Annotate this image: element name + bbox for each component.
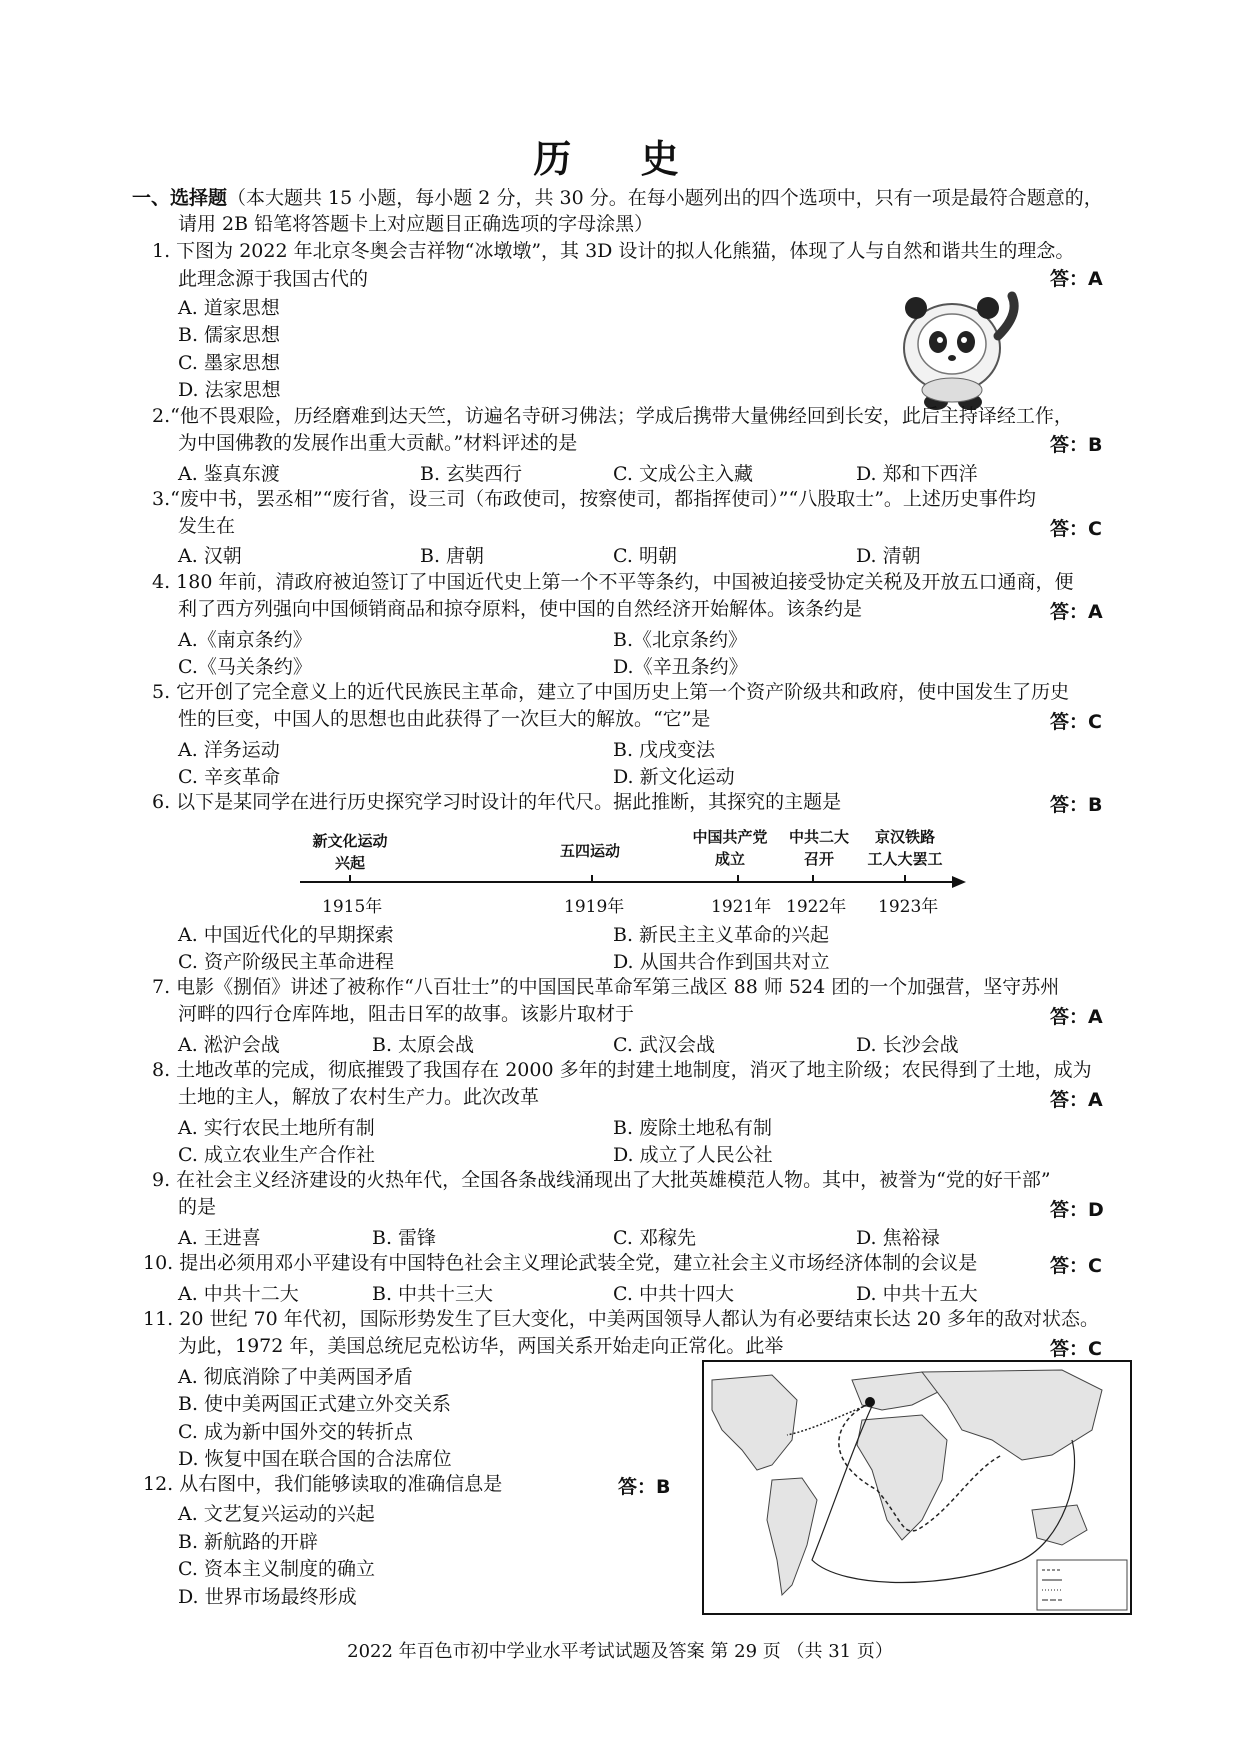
q8-text-line1: 8. 土地改革的完成，彻底摧毁了我国存在 2000 多年的封建土地制度，消灭了地主阶级；农民得到了土地，成为 <box>152 1059 1092 1081</box>
q12-text-line1: 12. 从右图中，我们能够读取的准确信息是 <box>143 1473 503 1495</box>
timeline-event-4: 中共二大 召开 <box>788 828 849 868</box>
page-footer: 2022 年百色市初中学业水平考试试题及答案 第 29 页 （共 31 页） <box>347 1641 893 1662</box>
q5-text-line2: 性的巨变，中国人的思想也由此获得了一次巨大的解放。“它”是 <box>178 708 711 730</box>
timeline-axis <box>300 872 970 892</box>
timeline-event-2: 五四运动 <box>559 842 620 860</box>
q11-text-line1: 11. 20 世纪 70 年代初，国际形势发生了巨大变化，中美两国领导人都认为有必要结束长达 20 多年的敌对状态。 <box>143 1308 1099 1330</box>
q9-answer: 答：D <box>1050 1199 1104 1221</box>
q4-text-line1: 4. 180 年前，清政府被迫签订了中国近代史上第一个不平等条约，中国被迫接受协定关税及开放五口通商，便 <box>152 571 1074 593</box>
q7-text-line2: 河畔的四行仓库阵地，阻击日军的故事。该影片取材于 <box>178 1003 635 1025</box>
q8-option-c[interactable]: C. 成立农业生产合作社 <box>178 1144 375 1166</box>
q2-option-c[interactable]: C. 文成公主入藏 <box>613 463 753 485</box>
q7-option-c[interactable]: C. 武汉会战 <box>613 1034 715 1056</box>
q6-option-b[interactable]: B. 新民主主义革命的兴起 <box>613 924 830 946</box>
q10-answer: 答：C <box>1050 1255 1102 1277</box>
q3-text-line2: 发生在 <box>178 515 236 537</box>
q3-option-a[interactable]: A. 汉朝 <box>178 545 242 567</box>
q3-answer: 答：C <box>1050 518 1102 540</box>
q6-text-line1: 6. 以下是某同学在进行历史探究学习时设计的年代尺。据此推断，其探究的主题是 <box>152 791 842 813</box>
section-heading: 一、选择题 <box>132 187 228 209</box>
q4-option-a[interactable]: A.《南京条约》 <box>178 629 312 651</box>
q8-text-line2: 土地的主人，解放了农村生产力。此次改革 <box>178 1086 540 1108</box>
q10-text-line1: 10. 提出必须用邓小平建设有中国特色社会主义理论武装全党，建立社会主义市场经济体制的会议是 <box>143 1252 978 1274</box>
q7-option-b[interactable]: B. 太原会战 <box>372 1034 475 1056</box>
q7-option-d[interactable]: D. 长沙会战 <box>856 1034 959 1056</box>
q8-option-b[interactable]: B. 废除土地私有制 <box>613 1117 773 1139</box>
q1-option-c[interactable]: C. 墨家思想 <box>178 352 280 374</box>
timeline-event-1: 新文化运动 兴起 <box>312 832 388 872</box>
timeline-year-1921: 1921年 <box>711 897 772 917</box>
q4-text-line2: 利了西方列强向中国倾销商品和掠夺原料，使中国的自然经济开始解体。该条约是 <box>178 598 863 620</box>
timeline-year-1923: 1923年 <box>878 897 939 917</box>
q2-answer: 答：B <box>1050 434 1103 456</box>
q1-answer: 答：A <box>1050 268 1103 290</box>
q9-text-line1: 9. 在社会主义经济建设的火热年代，全国各条战线涌现出了大批英雄模范人物。其中，被誉为“党的好干部” <box>152 1169 1051 1191</box>
q9-option-d[interactable]: D. 焦裕禄 <box>856 1227 940 1249</box>
q3-text-line1: 3.“废中书，罢丞相”“废行省，设三司（布政使司，按察使司，都指挥使司）”“八股取士”。上述历史事件均 <box>152 488 1036 510</box>
q2-option-a[interactable]: A. 鉴真东渡 <box>178 463 280 485</box>
q7-answer: 答：A <box>1050 1006 1103 1028</box>
q6-answer: 答：B <box>1050 794 1103 816</box>
q9-text-line2: 的是 <box>178 1196 217 1218</box>
q10-option-a[interactable]: A. 中共十二大 <box>178 1283 299 1305</box>
q12-answer: 答：B <box>618 1476 671 1498</box>
q1-option-a[interactable]: A. 道家思想 <box>178 297 280 319</box>
q2-text-line1: 2.“他不畏艰险，历经磨难到达天竺，访遍名寺研习佛法；学成后携带大量佛经回到长安，此后主持译经工作， <box>152 405 1073 427</box>
q5-text-line1: 5. 它开创了完全意义上的近代民族民主革命，建立了中国历史上第一个资产阶级共和政府，使中国发生了历史 <box>152 681 1070 703</box>
timeline-year-1922: 1922年 <box>786 897 847 917</box>
q5-option-a[interactable]: A. 洋务运动 <box>178 739 280 761</box>
q7-option-a[interactable]: A. 淞沪会战 <box>178 1034 280 1056</box>
q3-option-b[interactable]: B. 唐朝 <box>420 545 485 567</box>
q10-option-d[interactable]: D. 中共十五大 <box>856 1283 978 1305</box>
q6-option-d[interactable]: D. 从国共合作到国共对立 <box>613 951 830 973</box>
q4-option-b[interactable]: B.《北京条约》 <box>613 629 748 651</box>
q7-text-line1: 7. 电影《捌佰》讲述了被称作“八百壮士”的中国国民革命军第三战区 88 师 524 团的一个加强营，坚守苏州 <box>152 976 1060 998</box>
q2-text-line2: 为中国佛教的发展作出重大贡献。”材料评述的是 <box>178 432 578 454</box>
q12-option-b[interactable]: B. 新航路的开辟 <box>178 1531 319 1553</box>
timeline-event-3: 中国共产党 成立 <box>692 828 768 868</box>
q10-option-b[interactable]: B. 中共十三大 <box>372 1283 494 1305</box>
section-intro-line1: 一、选择题（本大题共 15 小题，每小题 2 分，共 30 分。在每小题列出的四个选项中，只有一项是最符合题意的， <box>132 187 1103 209</box>
q9-option-c[interactable]: C. 邓稼先 <box>613 1227 696 1249</box>
q1-text-line1: 1. 下图为 2022 年北京冬奥会吉祥物“冰墩墩”，其 3D 设计的拟人化熊猫，体现了人与自然和谐共生的理念。 <box>152 240 1075 262</box>
q11-option-c[interactable]: C. 成为新中国外交的转折点 <box>178 1421 413 1443</box>
q12-option-c[interactable]: C. 资本主义制度的确立 <box>178 1558 375 1580</box>
page-title: 历 史 <box>533 136 707 181</box>
q8-option-d[interactable]: D. 成立了人民公社 <box>613 1144 773 1166</box>
q11-text-line2: 为此，1972 年，美国总统尼克松访华，两国关系开始走向正常化。此举 <box>178 1335 784 1357</box>
q12-option-a[interactable]: A. 文艺复兴运动的兴起 <box>178 1503 375 1525</box>
q2-option-d[interactable]: D. 郑和下西洋 <box>856 463 978 485</box>
q10-option-c[interactable]: C. 中共十四大 <box>613 1283 734 1305</box>
q12-option-d[interactable]: D. 世界市场最终形成 <box>178 1586 357 1608</box>
q5-option-d[interactable]: D. 新文化运动 <box>613 766 735 788</box>
q4-answer: 答：A <box>1050 601 1103 623</box>
q6-option-a[interactable]: A. 中国近代化的早期探索 <box>178 924 394 946</box>
q1-option-d[interactable]: D. 法家思想 <box>178 379 281 401</box>
q8-answer: 答：A <box>1050 1089 1103 1111</box>
q5-option-b[interactable]: B. 戊戌变法 <box>613 739 716 761</box>
q5-option-c[interactable]: C. 辛亥革命 <box>178 766 280 788</box>
timeline-year-1919: 1919年 <box>564 897 625 917</box>
q8-option-a[interactable]: A. 实行农民土地所有制 <box>178 1117 375 1139</box>
q4-option-d[interactable]: D.《辛丑条约》 <box>613 656 748 678</box>
q11-option-d[interactable]: D. 恢复中国在联合国的合法席位 <box>178 1448 452 1470</box>
new-sea-routes-map-image <box>702 1360 1132 1615</box>
q5-answer: 答：C <box>1050 711 1102 733</box>
q2-option-b[interactable]: B. 玄奘西行 <box>420 463 523 485</box>
q3-option-c[interactable]: C. 明朝 <box>613 545 677 567</box>
bing-dwen-dwen-mascot-image <box>880 286 1030 416</box>
timeline-event-5: 京汉铁路 工人大罢工 <box>867 828 943 868</box>
section-intro-line2: 请用 2B 铅笔将答题卡上对应题目正确选项的字母涂黑） <box>178 213 654 235</box>
q6-option-c[interactable]: C. 资产阶级民主革命进程 <box>178 951 394 973</box>
q4-option-c[interactable]: C.《马关条约》 <box>178 656 312 678</box>
q3-option-d[interactable]: D. 清朝 <box>856 545 921 567</box>
q11-option-b[interactable]: B. 使中美两国正式建立外交关系 <box>178 1393 452 1415</box>
q11-option-a[interactable]: A. 彻底消除了中美两国矛盾 <box>178 1366 413 1388</box>
q11-answer: 答：C <box>1050 1338 1102 1360</box>
q1-option-b[interactable]: B. 儒家思想 <box>178 324 281 346</box>
q9-option-a[interactable]: A. 王进喜 <box>178 1227 261 1249</box>
q1-text-line2: 此理念源于我国古代的 <box>178 268 369 290</box>
q9-option-b[interactable]: B. 雷锋 <box>372 1227 437 1249</box>
timeline-year-1915: 1915年 <box>322 897 383 917</box>
